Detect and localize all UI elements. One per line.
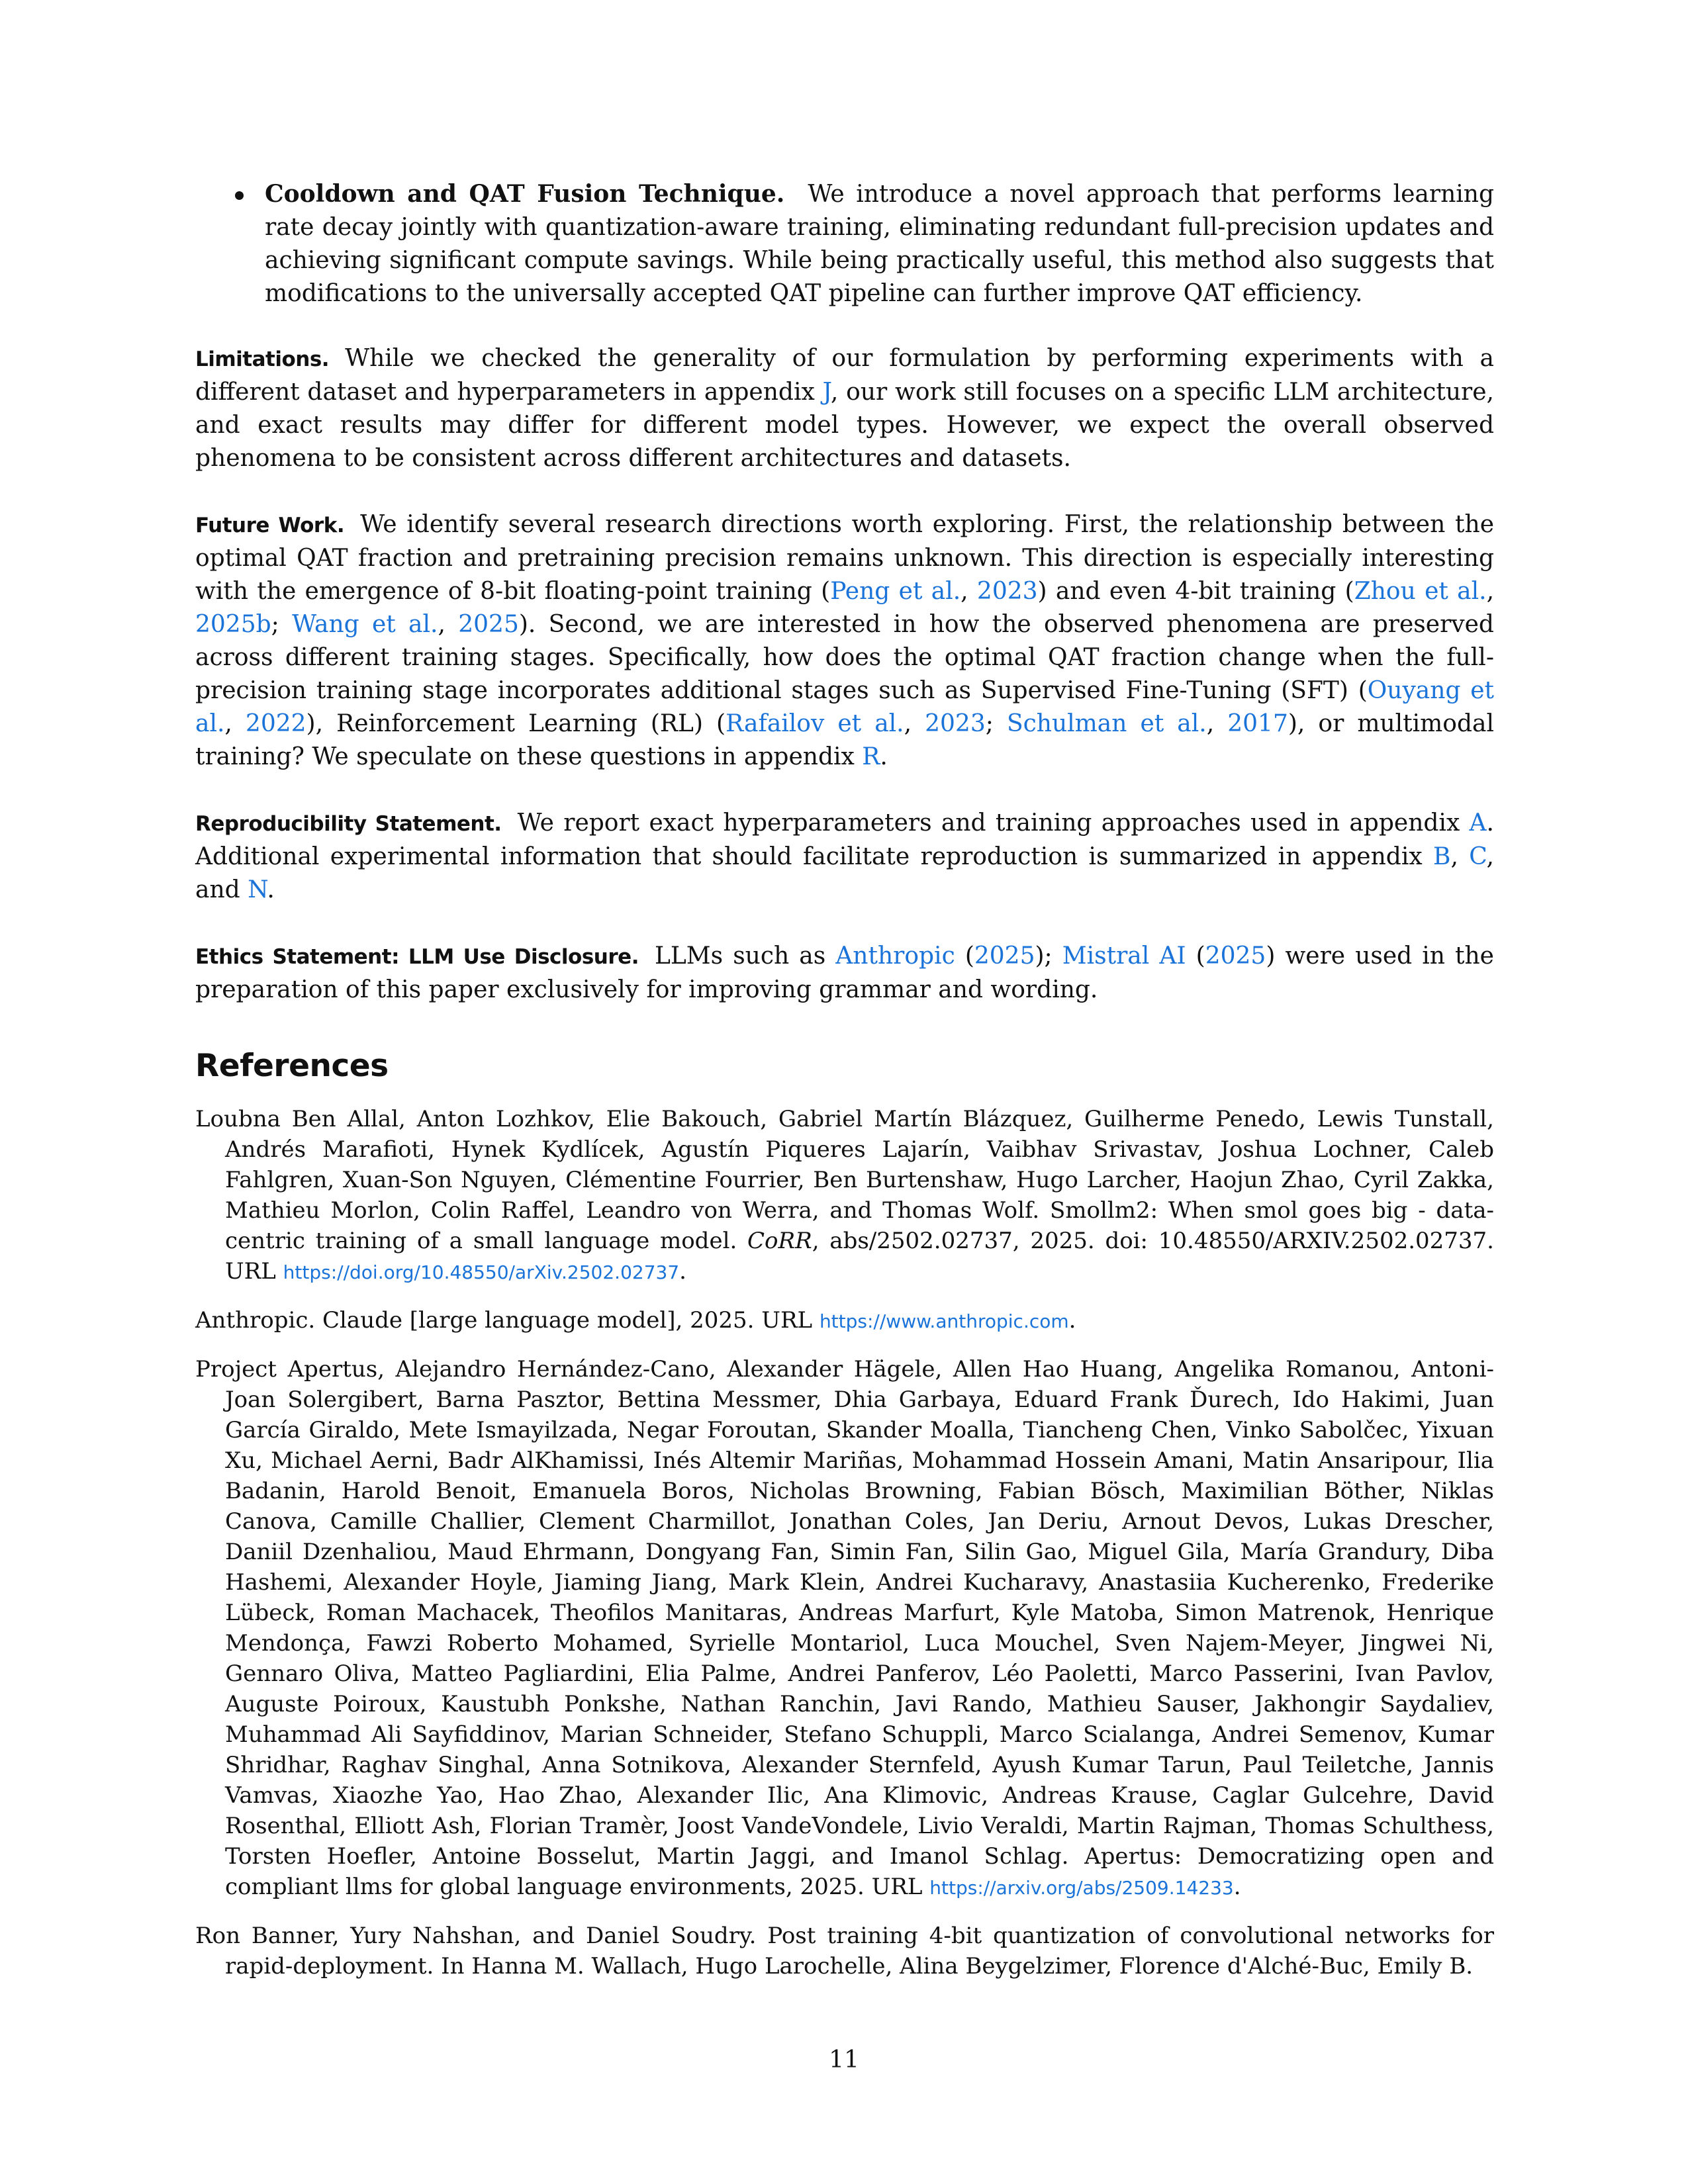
reference-list — [195, 1104, 1494, 1981]
reference-text: Anthropic. Claude [large language model], 2025. URL — [195, 1307, 820, 1334]
appendix-r-link[interactable]: R — [862, 743, 880, 770]
reference-item: Anthropic. Claude [large language model], 2025. URL https://www.anthropic.com. — [195, 1307, 1076, 1334]
appendix-j-link[interactable]: J — [822, 379, 831, 406]
reproducibility-text: . Additional experimental information that should facilitate reproduction is summarized in appendix — [195, 809, 1494, 870]
citation-zhou[interactable]: Zhou et al. — [1354, 578, 1487, 605]
limitations-text-cont: , our work still focuses on a specific LLM architecture, and exact results may differ for different model types. However, we expect the overall observed phenomena to be consistent across different architectures and datasets. — [195, 379, 1495, 472]
citation-rafailov[interactable]: Rafailov et al. — [726, 710, 904, 737]
citation-peng-year[interactable]: 2023 — [976, 578, 1038, 605]
reference-item: Project Apertus, Alejandro Hernández-Cano, Alexander Hägele, Allen Hao Huang, Angelika Romanou, Antoni-Joan Solergibert, Barna Pasztor, Bettina Messmer, Dhia Garbaya, Eduard Frank Ďurech, Ido Hakimi, Juan García Giraldo, Mete Ismayilzada, Negar Foroutan, Skander Moalla, Tiancheng Chen, Vinko Sabolčec, Yixuan Xu, Michael Aerni, Badr AlKhamissi, Inés Altemir Mariñas, Mohammad Hossein Amani, Matin Ansaripour, Ilia Badanin, Harold Benoit, Emanuela Boros, Nicholas Browning, Fabian Bösch, Maximilian Böther, Niklas Canova, Camille Challier, Clement Charmillot, Jonathan Coles, Jan Deriu, Arnout Devos, Lukas Drescher, Daniil Dzenhaliou, Maud Ehrmann, Dongyang Fan, Simin Fan, Silin Gao, Miguel Gila, María Grandury, Diba Hashemi, Alexander Hoyle, Jiaming Jiang, Mark Klein, Andrei Kucharavy, Anastasiia Kucherenko, Frederike Lübeck, Roman Machacek, Theofilos Manitaras, Andreas Marfurt, Kyle Matoba, Simon Matrenok, Henrique Mendonça, Fawzi Roberto Mohamed, Syrielle Montariol, Luca Mouchel, Sven Najem-Meyer, Jingwei Ni, Gennaro Oliva, Matteo Pagliardini, Elia Palme, Andrei Panferov, Léo Paoletti, Marco Passerini, Ivan Pavlov, Auguste Poiroux, Kaustubh Ponkshe, Nathan Ranchin, Javi Rando, Mathieu Sauser, Jakhongir Saydaliev, Muhammad Ali Sayfiddinov, Marian Schneider, Stefano Schuppli, Marco Scialanga, Andrei Semenov, Kumar Shridhar, Raghav Singhal, Anna Sotnikova, Alexander Sternfeld, Ayush Kumar Tarun, Paul Teiletche, Jannis Vamvas, Xiaozhe Yao, Hao Zhao, Alexander Ilic, Ana Klimovic, Andreas Krause, Caglar Gulcehre, David Rosenthal, Elliott Ash, Florian Tramèr, Joost VandeVondele, Livio Veraldi, Martin Rajman, Thomas Schulthess, Torsten Hoefler, Antoine Bosselut, Martin Jaggi, and Imanol Schlag. Apertus: Democratizing open and compliant llms for global language environments, 2025. URL https://arxiv.org/abs/2509.14233. — [195, 1356, 1494, 1900]
citation-mistral[interactable]: Mistral AI — [1062, 942, 1186, 970]
future-work-text: ), or multimodal training? We speculate on these questions in appendix — [195, 710, 1494, 770]
appendix-b-link[interactable]: B — [1433, 843, 1451, 870]
reference-venue: CoRR — [747, 1228, 812, 1254]
reproducibility-text: We report exact hyperparameters and training approaches used in appendix — [517, 809, 1470, 837]
appendix-n-link[interactable]: N — [248, 876, 267, 903]
reference-text: , abs/2502.02737, 2025. doi: 10.48550/ARXIV.2502.02737. URL — [225, 1228, 1494, 1285]
references-heading: References — [195, 1048, 389, 1084]
appendix-a-link[interactable]: A — [1469, 809, 1487, 837]
reproducibility-text: . — [267, 876, 275, 903]
reference-item: Loubna Ben Allal, Anton Lozhkov, Elie Bakouch, Gabriel Martín Blázquez, Guilherme Penedo, Lewis Tunstall, Andrés Marafioti, Hynek Kydlícek, Agustín Piqueres Lajarín, Vaibhav Srivastav, Joshua Lochner, Caleb Fahlgren, Xuan-Son Nguyen, Clémentine Fourrier, Ben Burtenshaw, Hugo Larcher, Haojun Zhao, Cyril Zakka, Mathieu Morlon, Colin Raffel, Leandro von Werra, and Thomas Wolf. Smollm2: When smol goes big - data-centric training of a small language model. CoRR, abs/2502.02737, 2025. doi: 10.48550/ARXIV.2502.02737. URL https://doi.org/10.48550/arXiv.2502.02737. — [195, 1106, 1494, 1285]
reference-item — [195, 1921, 1494, 1981]
reference-text: Ron Banner, Yury Nahshan, and Daniel Soudry. Post training 4-bit quantization of convolutional networks for rapid-deployment. In Hanna M. Wallach, Hugo Larochelle, Alina Beygelzimer, Florence d'Alché-Buc, Emily B. — [195, 1923, 1494, 1979]
limitations-paragraph — [195, 342, 1494, 475]
citation-zhou-year[interactable]: 2025b — [195, 611, 271, 638]
contribution-title: Cooldown and QAT Fusion Technique. — [265, 180, 785, 208]
future-work-paragraph: Future Work. We identify several research directions worth exploring. First, the relationship between the optimal QAT fraction and pretraining precision remains unknown. This direction is especially interesting with the emergence of 8-bit floating-point training (Peng et al., 2023) and even 4-bit training (Zhou et al., 2025b; Wang et al., 2025). Second, we are interested in how the observed phenomena are preserved across different training stages. Specifically, how does the optimal QAT fraction change when the full-precision training stage incorporates additional stages such as Supervised Fine-Tuning (SFT) (Ouyang et al., 2022), Reinforcement Learning (RL) (Rafailov et al., 2023; Schulman et al., 2017), or multimodal training? We speculate on these questions in appendix R. — [195, 511, 1495, 770]
reproducibility-heading: Reproducibility Statement. — [195, 812, 502, 836]
reproducibility-text: and — [195, 876, 248, 903]
contribution-item — [195, 177, 1494, 310]
citation-ouyang[interactable]: Ouyang et al. — [195, 677, 1494, 737]
future-work-heading: Future Work. — [195, 514, 345, 537]
ethics-paragraph: Ethics Statement: LLM Use Disclosure. LLMs such as Anthropic (2025); Mistral AI (2025) were used in the preparation of this paper exclusively for improving grammar and wording. — [195, 942, 1494, 1003]
future-work-text: ), Reinforcement Learning (RL) ( — [306, 710, 726, 737]
contribution-list — [195, 177, 1494, 310]
reference-text: Loubna Ben Allal, Anton Lozhkov, Elie Bakouch, Gabriel Martín Blázquez, Guilherme Penedo, Lewis Tunstall, Andrés Marafioti, Hynek Kydlícek, Agustín Piqueres Lajarín, Vaibhav Srivastav, Joshua Lochner, Caleb Fahlgren, Xuan-Son Nguyen, Clémentine Fourrier, Ben Burtenshaw, Hugo Larcher, Haojun Zhao, Cyril Zakka, Mathieu Morlon, Colin Raffel, Leandro von Werra, and Thomas Wolf. Smollm2: When smol goes big - data-centric training of a small language model. — [195, 1106, 1494, 1254]
paper-page — [195, 177, 1494, 1999]
page-number: 11 — [829, 2046, 859, 2073]
citation-schulman[interactable]: Schulman et al. — [1006, 710, 1207, 737]
ethics-text: were used in the preparation of this paper exclusively for improving grammar and wording. — [195, 942, 1494, 1003]
citation-ouyang-year[interactable]: 2022 — [245, 710, 306, 737]
reproducibility-paragraph: Reproducibility Statement. We report exact hyperparameters and training approaches used in appendix A. Additional experimental information that should facilitate reproduction is summarized in appendix B, C, and N. — [195, 809, 1494, 903]
reference-url-link[interactable]: https://doi.org/10.48550/arXiv.2502.02737 — [283, 1261, 680, 1283]
citation-wang-year[interactable]: 2025 — [458, 611, 519, 638]
reference-url-link[interactable]: https://arxiv.org/abs/2509.14233 — [929, 1877, 1234, 1899]
ethics-heading: Ethics Statement: LLM Use Disclosure. — [195, 945, 639, 969]
citation-wang[interactable]: Wang et al. — [292, 611, 438, 638]
appendix-c-link[interactable]: C — [1469, 843, 1487, 870]
citation-schulman-year[interactable]: 2017 — [1227, 710, 1288, 737]
future-work-text: We identify several research directions worth exploring. First, the relationship between the optimal QAT fraction and pretraining precision remains unknown. This direction is especially interesting with the emergence of 8-bit floating-point training ( — [195, 511, 1495, 605]
citation-mistral-year[interactable]: 2025 — [1205, 942, 1266, 970]
future-work-text: ). Second, we are interested in how the observed phenomena are preserved across different training stages. Specifically, how does the optimal QAT fraction change when the full-precision training stage incorporates additional stages such as Supervised Fine-Tuning (SFT) ( — [195, 611, 1494, 704]
future-work-text: ) and even 4-bit training ( — [1037, 578, 1354, 605]
citation-rafailov-year[interactable]: 2023 — [925, 710, 986, 737]
limitations-text: While we checked the generality of our formulation by performing experiments with a different dataset and hyperparameters in appendix — [195, 345, 1494, 406]
limitations-heading: Limitations. — [195, 347, 330, 371]
ethics-text: LLMs such as — [654, 942, 836, 970]
citation-anthropic[interactable]: Anthropic — [835, 942, 955, 970]
citation-peng[interactable]: Peng et al. — [830, 578, 961, 605]
reference-url-link[interactable]: https://www.anthropic.com — [819, 1310, 1069, 1332]
bullet-dot-icon — [235, 191, 244, 200]
future-work-text: . — [880, 743, 888, 770]
contribution-text: We introduce a novel approach that performs learning rate decay jointly with quantization-aware training, eliminating redundant full-precision updates and achieving significant compute savings. While being practically useful, this method also suggests that modifications to the universally accepted QAT pipeline can further improve QAT efficiency. — [265, 181, 1495, 307]
citation-anthropic-year[interactable]: 2025 — [974, 942, 1035, 970]
reference-text: Project Apertus, Alejandro Hernández-Cano, Alexander Hägele, Allen Hao Huang, Angelika Romanou, Antoni-Joan Solergibert, Barna Pasztor, Bettina Messmer, Dhia Garbaya, Eduard Frank Ďurech, Ido Hakimi, Juan García Giraldo, Mete Ismayilzada, Negar Foroutan, Skander Moalla, Tiancheng Chen, Vinko Sabolčec, Yixuan Xu, Michael Aerni, Badr AlKhamissi, Inés Altemir Mariñas, Mohammad Hossein Amani, Matin Ansaripour, Ilia Badanin, Harold Benoit, Emanuela Boros, Nicholas Browning, Fabian Bösch, Maximilian Böther, Niklas Canova, Camille Challier, Clement Charmillot, Jonathan Coles, Jan Deriu, Arnout Devos, Lukas Drescher, Daniil Dzenhaliou, Maud Ehrmann, Dongyang Fan, Simin Fan, Silin Gao, Miguel Gila, María Grandury, Diba Hashemi, Alexander Hoyle, Jiaming Jiang, Mark Klein, Andrei Kucharavy, Anastasiia Kucherenko, Frederike Lübeck, Roman Machacek, Theofilos Manitaras, Andreas Marfurt, Kyle Matoba, Simon Matrenok, Henrique Mendonça, Fawzi Roberto Mohamed, Syrielle Montariol, Luca Mouchel, Sven Najem-Meyer, Jingwei Ni, Gennaro Oliva, Matteo Pagliardini, Elia Palme, Andrei Panferov, Léo Paoletti, Marco Passerini, Ivan Pavlov, Auguste Poiroux, Kaustubh Ponkshe, Nathan Ranchin, Javi Rando, Mathieu Sauser, Jakhongir Saydaliev, Muhammad Ali Sayfiddinov, Marian Schneider, Stefano Schuppli, Marco Scialanga, Andrei Semenov, Kumar Shridhar, Raghav Singhal, Anna Sotnikova, Alexander Sternfeld, Ayush Kumar Tarun, Paul Teiletche, Jannis Vamvas, Xiaozhe Yao, Hao Zhao, Alexander Ilic, Ana Klimovic, Andreas Krause, Caglar Gulcehre, David Rosenthal, Elliott Ash, Florian Tramèr, Joost VandeVondele, Livio Veraldi, Martin Rajman, Thomas Schulthess, Torsten Hoefler, Antoine Bosselut, Martin Jaggi, and Imanol Schlag. Apertus: Democratizing open and compliant llms for global language environments, 2025. URL — [195, 1356, 1494, 1900]
